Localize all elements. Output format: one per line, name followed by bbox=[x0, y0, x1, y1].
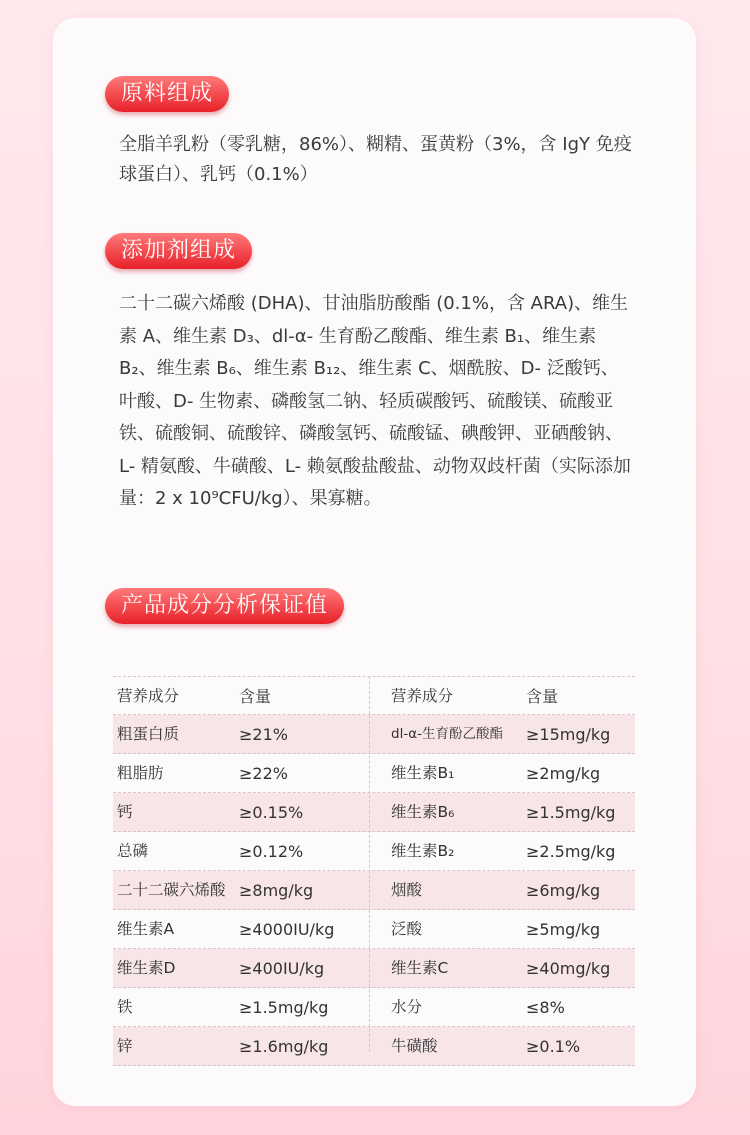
nutrition-table bbox=[113, 658, 635, 1056]
nutrient-name: 锌 bbox=[117, 1037, 133, 1055]
additives-text: 二十二碳六烯酸 (DHA)、甘油脂肪酸酯 (0.1%，含 ARA)、维生素 A、维生素 D₃、dl-α- 生育酚乙酸酯、维生素 B₁、维生素 B₂、维生素 B₆、维生素 B₁₂、维生素 C、烟酰胺、D- 泛酸钙、叶酸、D- 生物素、磷酸氢二钠、轻质碳酸钙、硫酸镁、硫酸亚铁、硫酸铜、硫酸锌、磷酸氢钙、硫酸锰、碘酸钾、亚硒酸钠、L- 精氨酸、牛磺酸、L- 赖氨酸盐酸盐、动物双歧杆菌（实际添加量：2 x 10⁹CFU/kg）、果寡糖。 bbox=[119, 293, 631, 509]
nutrient-value: ≥0.15% bbox=[239, 803, 304, 822]
analysis-title: 产品成分分析保证值 bbox=[105, 588, 344, 624]
nutrient-value: ≥400IU/kg bbox=[239, 959, 325, 978]
header-content-right: 含量 bbox=[526, 687, 559, 706]
nutrient-value: ≥1.5mg/kg bbox=[526, 803, 616, 822]
table-row bbox=[113, 1027, 635, 1066]
nutrient-name: 维生素A bbox=[117, 920, 175, 938]
nutrient-value: ≥5mg/kg bbox=[526, 920, 601, 939]
nutrient-name: 总磷 bbox=[117, 842, 149, 860]
nutrient-value: ≥2mg/kg bbox=[526, 764, 601, 783]
table-row bbox=[113, 988, 635, 1027]
raw-materials-title: 原料组成 bbox=[105, 76, 229, 112]
table-row bbox=[113, 754, 635, 793]
nutrient-value: ≤8% bbox=[526, 998, 565, 1017]
nutrient-value: ≥15mg/kg bbox=[526, 725, 611, 744]
table-row bbox=[113, 910, 635, 949]
table-row bbox=[113, 832, 635, 871]
nutrient-value: ≥1.5mg/kg bbox=[239, 998, 329, 1017]
nutrient-name: 维生素D bbox=[117, 959, 176, 977]
table-row bbox=[113, 871, 635, 910]
column-divider bbox=[369, 676, 370, 1052]
nutrient-value: ≥0.1% bbox=[526, 1037, 581, 1056]
nutrient-name: dl-α-生育酚乙酸酯 bbox=[391, 726, 503, 742]
nutrient-name: 维生素B₆ bbox=[391, 803, 455, 821]
nutrient-name: 维生素B₁ bbox=[391, 764, 455, 782]
nutrient-name: 粗蛋白质 bbox=[117, 725, 180, 743]
nutrient-value: ≥0.12% bbox=[239, 842, 304, 861]
table-row bbox=[113, 793, 635, 832]
nutrient-value: ≥6mg/kg bbox=[526, 881, 601, 900]
nutrient-value: ≥8mg/kg bbox=[239, 881, 314, 900]
ingredient-card bbox=[53, 18, 696, 1106]
nutrient-name: 烟酸 bbox=[391, 881, 423, 899]
raw-materials-text: 全脂羊乳粉（零乳糖，86%）、糊精、蛋黄粉（3%，含 IgY 免疫球蛋白）、乳钙（0.1%） bbox=[119, 134, 632, 185]
nutrient-name: 牛磺酸 bbox=[391, 1037, 438, 1055]
nutrient-name: 维生素B₂ bbox=[391, 842, 455, 860]
table-header-row bbox=[113, 676, 635, 715]
header-nutrient-right: 营养成分 bbox=[391, 687, 454, 705]
nutrient-name: 铁 bbox=[117, 998, 133, 1016]
nutrient-value: ≥4000IU/kg bbox=[239, 920, 335, 939]
table-row bbox=[113, 949, 635, 988]
header-nutrient-left: 营养成分 bbox=[117, 687, 180, 705]
nutrient-name: 二十二碳六烯酸 bbox=[117, 881, 226, 899]
nutrient-value: ≥2.5mg/kg bbox=[526, 842, 616, 861]
nutrient-name: 维生素C bbox=[391, 959, 449, 977]
additives-title: 添加剂组成 bbox=[105, 233, 252, 269]
header-content-left: 含量 bbox=[239, 687, 272, 706]
nutrient-value: ≥21% bbox=[239, 725, 288, 744]
nutrient-name: 水分 bbox=[391, 998, 423, 1016]
nutrient-value: ≥1.6mg/kg bbox=[239, 1037, 329, 1056]
nutrient-name: 钙 bbox=[117, 803, 133, 821]
nutrient-name: 泛酸 bbox=[391, 920, 423, 938]
table-row bbox=[113, 715, 635, 754]
nutrient-value: ≥22% bbox=[239, 764, 288, 783]
nutrient-name: 粗脂肪 bbox=[117, 764, 164, 782]
nutrient-value: ≥40mg/kg bbox=[526, 959, 611, 978]
